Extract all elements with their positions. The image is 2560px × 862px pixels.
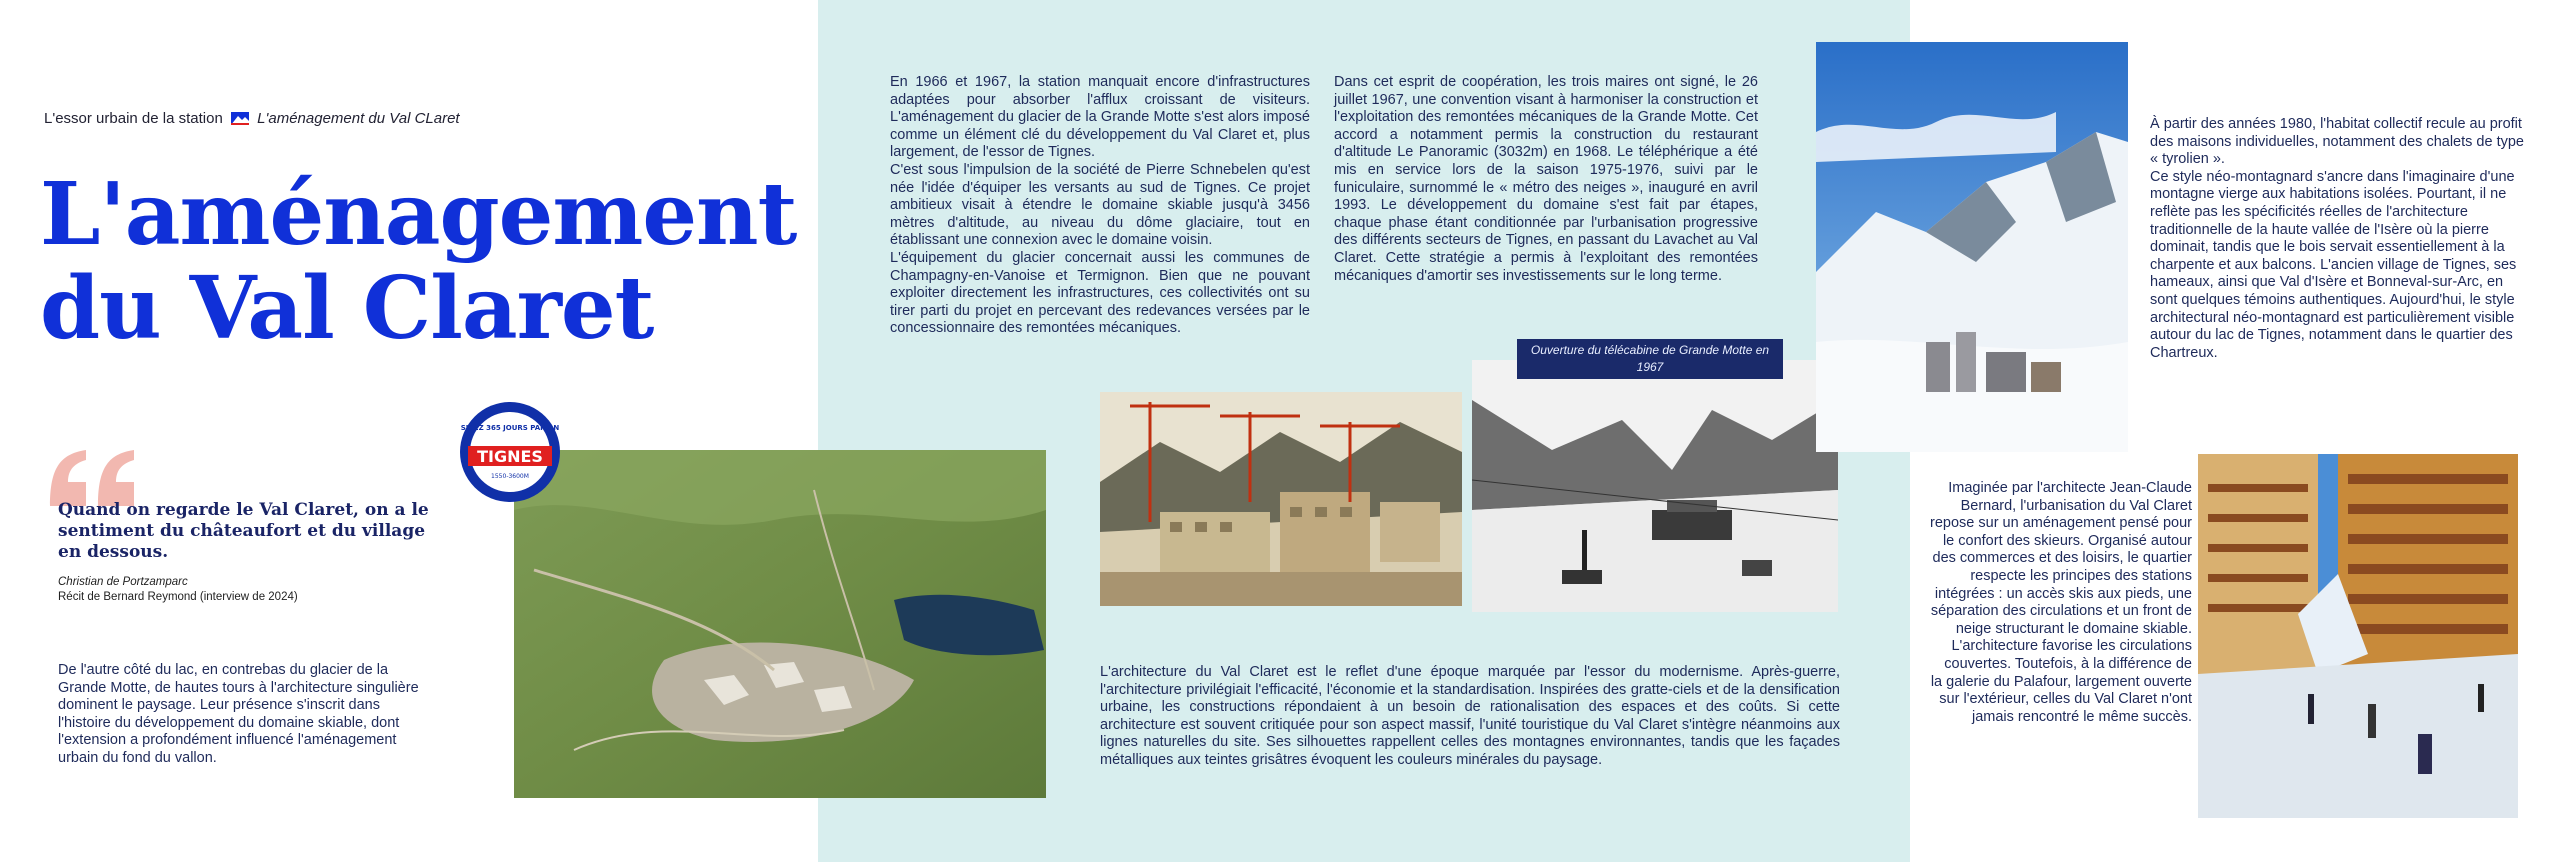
page-title: [40, 164, 800, 359]
aerial-valley-photo: [514, 450, 1046, 798]
col1-paragraph-2: C'est sous l'impulsion de la société de Pierre Schnebelen qu'est née l'idée d'équiper les versants au sud de Tignes. Ce projet ambitieux visait à étendre le domaine skiable jusqu'à 3456 mètres d'altitude, au niveau du dôme glaciaire, tout en établissant une connexion avec le domaine voisin.: [890, 161, 1310, 249]
badge-altitude: 1550-3600M: [491, 473, 529, 480]
badge-name: TIGNES: [477, 447, 543, 466]
page-title-line1: L'aménagement: [40, 164, 797, 265]
page-title-line2: du Val Claret: [40, 258, 654, 359]
breadcrumb-page: L'aménagement du Val CLaret: [257, 110, 460, 127]
right-paragraph-2: Ce style néo-montagnard s'ancre dans l'imaginaire d'une montagne vierge aux habitations isolées. Pourtant, il ne reflète pas les spécificités réelles de l'architecture traditionnelle de la haute vallée de l'Isère où la pierre dominait, tandis que le bois servait essentiellement à la charpente et aux balcons. L'ancien village de Tignes, ses hameaux, ainsi que Val d'Isère et Bonneval-sur-Arc, en sont quelques témoins authentiques. Aujourd'hui, le style architectural néo-montagnard est particulièrement visible autour du lac de Tignes, notamment dans le quartier des Chartreux.: [2150, 168, 2517, 361]
quote-text: Quand on regarde le Val Claret, on a le sentiment du châteaufort et du village en dessous.: [58, 500, 429, 562]
quote-author: Christian de Portzamparc: [58, 576, 188, 588]
breadcrumb-section: L'essor urbain de la station: [44, 110, 223, 127]
quote-source: Récit de Bernard Reymond (interview de 2024): [58, 591, 298, 603]
col1-paragraph-1: En 1966 et 1967, la station manquait encore d'infrastructures adaptées pour absorber l'afflux croissant de visiteurs. L'aménagement du glacier de la Grande Motte s'est alors imposé comme un élément clé du développement du Val Claret et, plus largement, de l'essor de Tignes.: [890, 74, 1310, 161]
text-column-2: Dans cet esprit de coopération, les trois maires ont signé, le 26 juillet 1967, une convention visant à harmoniser la construction et l'exploitation des remontées mécaniques de la Grande Motte. Cet accord a notamment permis la construction du restaurant d'altitude Le Panoramic (3032m) en 1968. Le téléphérique a été mis en service lors de la saison 1975-1976, suivi par le funiculaire, surnommé le « métro des neiges », inauguré en avril 1993. Le développement du domaine s'est fait par étapes, chaque phase étant conditionnée par l'urbanisation progressive des différents secteurs de Tignes, en passant du Lavachet au Val Claret. Cette stratégie a permis à l'exploitant des remontées mécaniques d'amortir ses investissements sur le long terme.: [1334, 74, 1758, 284]
urbanisation-paragraph: Imaginée par l'architecte Jean-Claude Bernard, l'urbanisation du Val Claret repose sur un aménagement pensé pour le confort des skieurs. Organisé autour des commerces et des loisirs, le quartier respecte les principes des stations intégrées : un accès skis aux pieds, une séparation des circulations et un front de neige structurant le domaine skiable. L'architecture favorise les circulations couvertes. Toutefois, à la différence de la galerie du Palafour, largement ouverte sur l'extérieur, celles du Val Claret n'ont jamais rencontré le même succès.: [1930, 480, 2192, 725]
right-paragraph-1: À partir des années 1980, l'habitat collectif recule au profit des maisons individuelles, notamment des chalets de type « tyrolien ».: [2150, 116, 2524, 168]
breadcrumb: [44, 110, 460, 127]
intro-paragraph: De l'autre côté du lac, en contrebas du glacier de la Grande Motte, de hautes tours à l'architecture singulière dominent le paysage. Leur présence s'inscrit dans l'histoire du développement du domaine skiable, dont l'extension a profondément influencé l'aménagement urbain du fond du vallon.: [58, 662, 419, 766]
construction-photo: [1100, 392, 1462, 606]
photo-caption: Ouverture du télécabine de Grande Motte en 1967: [1517, 339, 1783, 379]
cable-car-photo: [1472, 360, 1838, 612]
snowy-mountain-photo: [1816, 42, 2128, 452]
col1-paragraph-3: L'équipement du glacier concernait aussi les communes de Champagny-en-Vanoise et Termignon. Bien que ne pouvant exploiter directement les infrastructures, ces collectivités ont su tirer parti du projet en percevant des redevances versées par le concessionnaire des remontées mécaniques.: [890, 249, 1310, 337]
towers-ice-rink-photo: [2198, 454, 2518, 818]
text-column-right: [2150, 116, 2530, 362]
tignes-badge-logo: [458, 400, 562, 504]
quotation-mark-icon: [46, 448, 142, 508]
architecture-paragraph: L'architecture du Val Claret est le reflet d'une époque marquée par l'essor du modernisme. Après-guerre, l'architecture privilégiait l'efficacité, l'économie et la standardisation. Inspirées des gratte-ciels et de la densification urbaine, les constructions répondaient à un besoin de rationalisation des espaces et des coûts. Si cette architecture est souvent critiquée pour son aspect massif, l'unité touristique du Val Claret s'intègre néanmoins aux lignes naturelles du site. Ses silhouettes rappellent celles des montagnes environnantes, tandis que les façades métalliques aux teintes grisâtres évoquent les couleurs minérales du paysage.: [1100, 664, 1840, 768]
text-column-1: [890, 74, 1310, 338]
badge-top-text: SKIEZ 365 JOURS PAR AN: [460, 424, 560, 432]
tignes-flag-icon: [231, 112, 249, 125]
